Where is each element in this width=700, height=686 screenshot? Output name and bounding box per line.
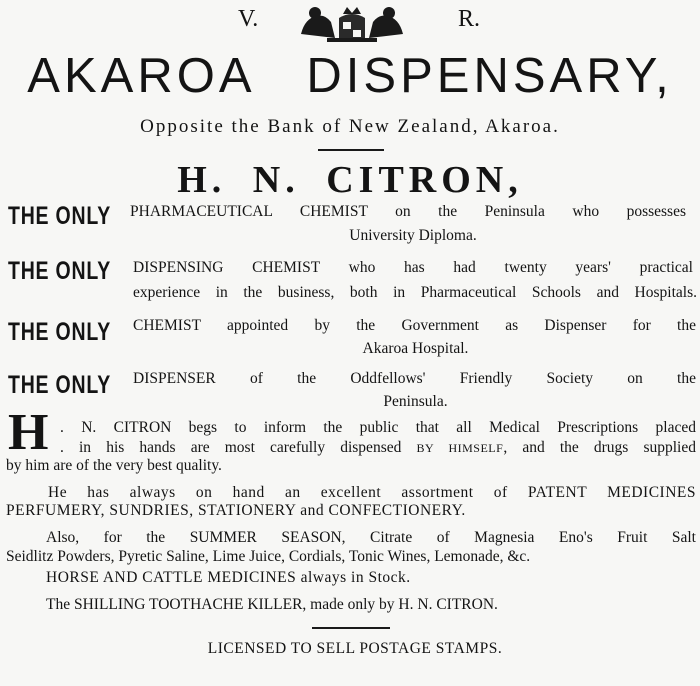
claim-label: THE ONLY bbox=[8, 371, 112, 399]
claim-text: experience in the business, both in Pharmaceutical Schools and Hospitals. bbox=[133, 284, 697, 301]
horse-text: HORSE AND CATTLE MEDICINES always in Stock. bbox=[46, 569, 411, 586]
shilling-text: The SHILLING TOOTHACHE KILLER, made only by H. N. CITRON. bbox=[46, 596, 498, 613]
divider bbox=[318, 149, 384, 151]
claim-text: Peninsula. bbox=[383, 393, 448, 410]
claim-text: PHARMACEUTICAL CHEMIST on the Peninsula who possesses bbox=[130, 203, 686, 220]
notice-text: . in his hands are most carefully dispensed BY HIMSELF, and the drugs supplied bbox=[60, 439, 696, 456]
summer-text: Seidlitz Powders, Pyretic Saline, Lime Juice, Cordials, Tonic Wines, Lemonade, &c. bbox=[6, 548, 531, 565]
address: Opposite the Bank of New Zealand, Akaroa. bbox=[140, 116, 560, 137]
claim-text: DISPENSING CHEMIST who has had twenty years' practical bbox=[133, 259, 693, 276]
stock-text: He has always on hand an excellent assortment of PATENT MEDICINES bbox=[48, 484, 696, 501]
notice-text: . N. CITRON begs to inform the public that all Medical Prescriptions placed bbox=[60, 419, 696, 436]
page-title: AKAROA DISPENSARY, bbox=[27, 49, 673, 103]
coat-of-arms-icon bbox=[297, 4, 407, 44]
divider bbox=[312, 627, 390, 629]
claim-text: University Diploma. bbox=[349, 227, 477, 244]
claim-text: Akaroa Hospital. bbox=[362, 340, 469, 357]
notice-text: by him are of the very best quality. bbox=[6, 457, 222, 474]
drop-cap: H bbox=[8, 404, 49, 461]
claim-label: THE ONLY bbox=[8, 202, 112, 230]
stock-text: PERFUMERY, SUNDRIES, STATIONERY and CONFECTIONERY. bbox=[6, 502, 466, 519]
r-initial: R. bbox=[458, 6, 481, 32]
claim-label: THE ONLY bbox=[8, 318, 112, 346]
proprietor-name: H. N. CITRON, bbox=[177, 159, 523, 201]
summer-text: Also, for the SUMMER SEASON, Citrate of Magnesia Eno's Fruit Salt bbox=[46, 529, 696, 546]
v-initial: V. bbox=[238, 6, 259, 32]
claim-label: THE ONLY bbox=[8, 257, 112, 285]
licensed-text: LICENSED TO SELL POSTAGE STAMPS. bbox=[207, 640, 503, 657]
claim-text: DISPENSER of the Oddfellows' Friendly Society on the bbox=[133, 370, 696, 387]
claim-text: CHEMIST appointed by the Government as Dispenser for the bbox=[133, 317, 696, 334]
